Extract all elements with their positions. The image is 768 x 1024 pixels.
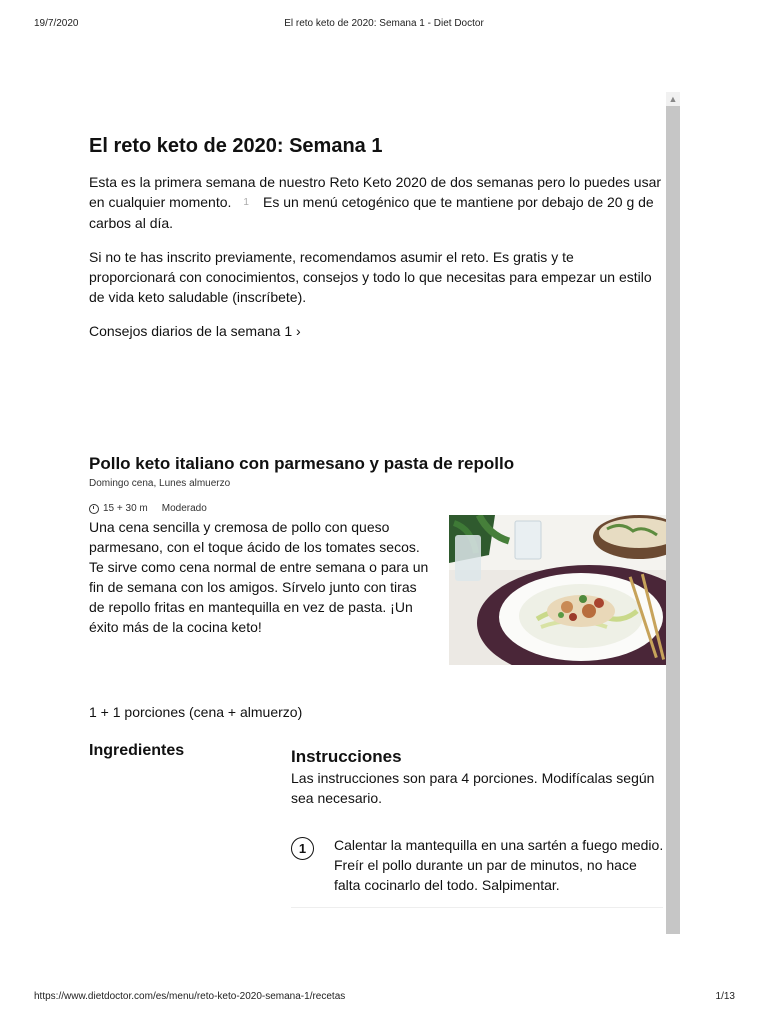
step-text: Calentar la mantequilla en una sartén a fuego medio. Freír el pollo durante un par de minutos, no hace falta cocinarlo del todo. Salpimentar. bbox=[334, 837, 664, 893]
instruction-step bbox=[291, 835, 663, 908]
intro-text-2: Es un menú cetogénico que te mantiene por debajo de 20 g de carbos al día. bbox=[89, 194, 654, 231]
recipe-servings: 1 + 1 porciones (cena + almuerzo) bbox=[89, 704, 303, 720]
recipe-title[interactable]: Pollo keto italiano con parmesano y pasta de repollo bbox=[89, 454, 515, 473]
instructions-note: Las instrucciones son para 4 porciones. Modifícalas según sea necesario. bbox=[291, 770, 655, 806]
intro-paragraph bbox=[89, 172, 663, 233]
intro-text-1: Esta es la primera semana de nuestro Reto Keto 2020 de dos semanas pero lo puedes usar en cualquier momento. bbox=[89, 174, 662, 210]
chevron-up-icon[interactable]: ▲ bbox=[668, 94, 678, 104]
page-title: El reto keto de 2020: Semana 1 bbox=[89, 135, 383, 157]
print-title: El reto keto de 2020: Semana 1 - Diet Doctor bbox=[284, 18, 484, 29]
recipe-meals: Domingo cena, Lunes almuerzo bbox=[89, 478, 231, 489]
scrollbar[interactable] bbox=[666, 92, 680, 934]
recipe-difficulty: Moderado bbox=[161, 503, 207, 514]
step-number: 1 bbox=[291, 837, 314, 860]
recipe-meta bbox=[89, 503, 207, 514]
clock-icon bbox=[89, 504, 99, 514]
ingredients-heading: Ingredientes bbox=[89, 742, 185, 759]
recipe-photo[interactable] bbox=[449, 515, 666, 665]
print-date: 19/7/2020 bbox=[34, 18, 79, 29]
scrollbar-thumb[interactable] bbox=[666, 106, 680, 934]
daily-tips-link[interactable]: Consejos diarios de la semana 1 › bbox=[89, 323, 301, 339]
print-page-number: 1/13 bbox=[715, 991, 735, 1002]
signup-paragraph: Si no te has inscrito previamente, recomendamos asumir el reto. Es gratis y te proporcionará con conocimientos, consejos y todo lo que necesitas para empezar un estilo de vida keto saludable (inscríbete). bbox=[89, 249, 652, 305]
recipe-description: Una cena sencilla y cremosa de pollo con queso parmesano, con el toque ácido de los tomates secos. Te sirve como cena normal de entre semana o para un fin de semana con los amigos. Sírvelo junto con tiras de repollo fritas en mantequilla en vez de pasta. ¡Un éxito más de la cocina keto! bbox=[89, 519, 429, 635]
recipe-time: 15 + 30 m bbox=[103, 503, 148, 514]
instructions-heading: Instrucciones bbox=[291, 747, 402, 766]
print-url: https://www.dietdoctor.com/es/menu/reto-keto-2020-semana-1/recetas bbox=[34, 991, 346, 1002]
footnote-link[interactable]: 1 bbox=[243, 197, 249, 208]
